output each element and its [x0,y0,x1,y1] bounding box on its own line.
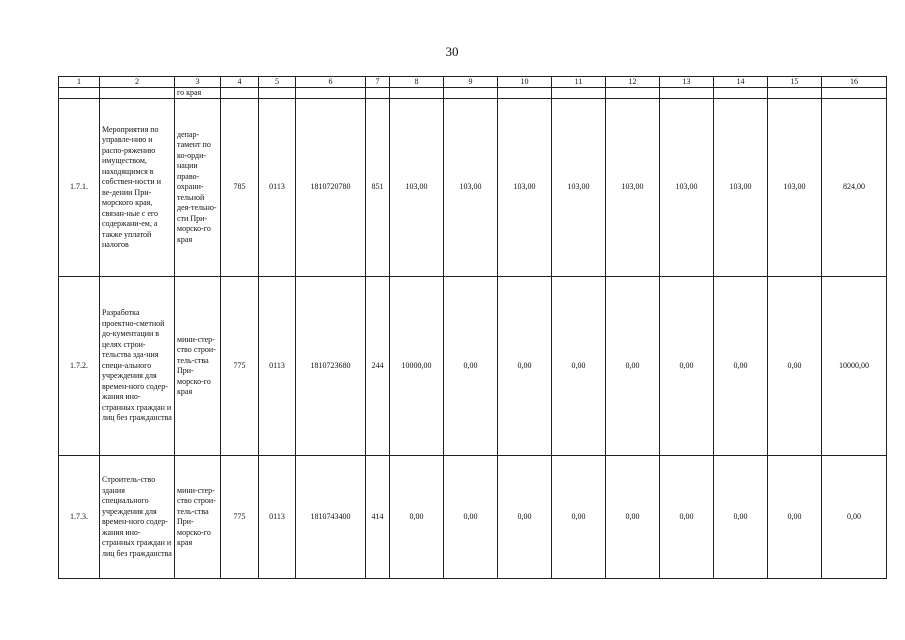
executor: мини-стер-ство строи-тель-ства При-морско-го края [175,277,221,456]
table-cell: 103,00 [390,99,444,277]
continuation-row [59,88,887,99]
table-row [59,456,887,579]
executor-continuation: го края [175,88,221,99]
table-cell: 1810723680 [296,277,366,456]
table-cell: 103,00 [444,99,498,277]
table-cell: 0,00 [606,277,660,456]
column-header: 11 [552,77,606,88]
table-cell: 0,00 [714,277,768,456]
table-cell: 0,00 [444,456,498,579]
table-cell: 0113 [259,277,296,456]
table-cell: 785 [221,99,259,277]
executor: мини-стер-ство строи-тель-ства При-морско-го края [175,456,221,579]
column-header: 14 [714,77,768,88]
column-header: 15 [768,77,822,88]
column-header: 10 [498,77,552,88]
table-cell: 0,00 [498,456,552,579]
executor: депар-тамент по ко-орди-нации право-охрани-тельной дея-тельно-сти При-морско-го края [175,99,221,277]
column-header: 2 [100,77,175,88]
table-cell: 0,00 [822,456,887,579]
column-header: 8 [390,77,444,88]
table-cell: 0,00 [498,277,552,456]
table-cell: 824,00 [822,99,887,277]
column-header: 3 [175,77,221,88]
table-cell: 414 [366,456,390,579]
table-cell: 0,00 [606,456,660,579]
table-cell: 103,00 [714,99,768,277]
table-cell: 0,00 [660,277,714,456]
item-number: 1.7.1. [59,99,100,277]
column-header: 4 [221,77,259,88]
column-header: 7 [366,77,390,88]
table-cell: 0,00 [444,277,498,456]
table-cell: 0,00 [768,277,822,456]
table-cell: 851 [366,99,390,277]
column-header: 13 [660,77,714,88]
table-cell: 1810720780 [296,99,366,277]
column-header: 12 [606,77,660,88]
table-cell: 103,00 [768,99,822,277]
column-header: 16 [822,77,887,88]
table-cell: 10000,00 [390,277,444,456]
table-cell: 775 [221,456,259,579]
column-header: 5 [259,77,296,88]
column-header: 1 [59,77,100,88]
table-row [59,277,887,456]
budget-table [58,76,887,579]
table-cell: 10000,00 [822,277,887,456]
column-header: 9 [444,77,498,88]
table-cell: 103,00 [606,99,660,277]
table-cell: 0,00 [714,456,768,579]
activity-name: Разработка проектно-сметной до-кументации в целях строи-тельства зда-ния специ-ального учреждения для времен-ного содер-жания ино-странных граждан и лиц без гражданства [100,277,175,456]
table-cell: 0,00 [768,456,822,579]
table-cell: 0,00 [390,456,444,579]
table-row [59,99,887,277]
table-cell: 103,00 [660,99,714,277]
table-cell: 0113 [259,99,296,277]
table-cell: 775 [221,277,259,456]
table-cell: 1810743400 [296,456,366,579]
activity-name: Строитель-ство здания специального учреждения для времен-ного содер-жания ино-странных граждан и лиц без гражданства [100,456,175,579]
column-number-row [59,77,887,88]
item-number: 1.7.3. [59,456,100,579]
column-header: 6 [296,77,366,88]
activity-name: Мероприятия по управле-нию и распо-ряжению имуществом, находящимся в собствен-ности и ве-дении При-морского края, связан-ные с его содержани-ем, а также уплатой налогов [100,99,175,277]
table-cell: 0,00 [552,456,606,579]
table-cell: 103,00 [552,99,606,277]
table-cell: 0113 [259,456,296,579]
table-cell: 103,00 [498,99,552,277]
item-number: 1.7.2. [59,277,100,456]
page-number: 30 [445,44,459,59]
table-cell: 0,00 [552,277,606,456]
table-cell: 244 [366,277,390,456]
table-cell: 0,00 [660,456,714,579]
